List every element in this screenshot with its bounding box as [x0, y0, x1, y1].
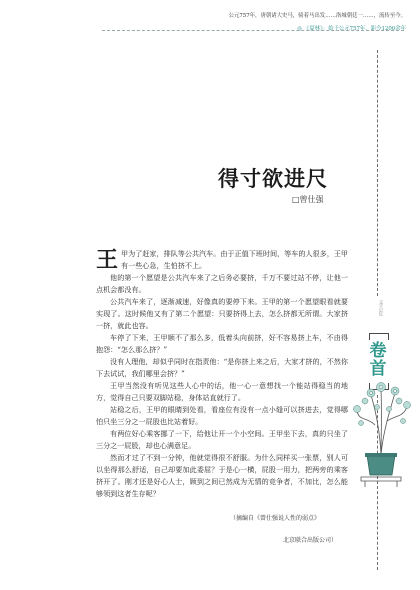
paragraph: 公共汽车来了，逐渐减速，好像真的要停下来。王甲的第一个愿望眼看就要实现了。这时候他又有了第二个愿望：只要挤得上去，怎么挤都无所谓。大家挤一挤，就此也容。	[96, 297, 348, 330]
source-citation: （摘编自《曾仕强说人性的弱点》	[230, 515, 321, 522]
potted-plant-illustration	[347, 355, 415, 490]
flower-pot-icon	[367, 455, 395, 475]
margin-vertical-text: 文字记忆	[379, 300, 384, 316]
dashed-line-top	[377, 50, 378, 296]
paragraph: 没有人理他，却似乎同时在指责他：“是你挤上来之后，大家才挤的，不然你下去试试，我们哪里会挤？”	[96, 357, 348, 378]
section-char-1: 卷	[369, 341, 387, 361]
paragraph: 站稳之后，王甲的眼睛到处看，看座位有没有一点小缝可以挤进去，觉得哪怕只坐三分之一屁股也比站着好。	[96, 405, 348, 426]
header-divider	[102, 30, 404, 32]
paragraph: 他的第一个愿望是公共汽车来了之后务必要挤，千万不要过站不停，让他一点机会都没有。	[96, 273, 348, 294]
plant-stem-icon	[371, 395, 381, 455]
paragraph: 有两位好心乘客挪了一下，给他让开一个小空间。王甲坐下去，真的只坐了三分之一屁股，却也心满意足。	[96, 429, 348, 450]
article-title: 得寸欲进尺	[218, 166, 328, 191]
header-note-line1: 公元757年，唐朝诸大史马，骑着马出发……洛城朝廷一……，流传至今。	[228, 13, 406, 19]
publisher-name: 北京联合出版公司）	[283, 537, 338, 544]
article-author: □曾仕强	[292, 195, 324, 204]
drop-cap: 王	[96, 247, 119, 273]
margin-strip	[369, 50, 387, 570]
bullet-icon: ◎	[297, 26, 304, 32]
article-body	[96, 248, 348, 500]
section-char-2: 首	[369, 359, 387, 379]
paragraph: 王甲当然没有听见这些人心中的话，他一心一意想找一个能站得稳当的地方，觉得自己只要双脚站稳，身体站直就行了。	[96, 381, 348, 402]
bracket-top	[369, 333, 389, 340]
paragraph: 然而才过了不到一分钟，他就觉得很不舒服。为什么同样买一张票，别人可以坐得那么舒适，自己却要加此委屈？于是心一横，屁股一用力，把两旁的乘客挤开了。刚才还是好心人士，顾到之间已然成为无情的竞争者，不加比，怎么能够领到这者生存呢？	[96, 453, 348, 498]
header-note-line2-text: 《夏林》：始于公元757年，距今1200余年	[303, 26, 406, 32]
paragraph: 王甲为了赶家，排队等公共汽车。由于正值下班时间，等车的人很多，王甲有一些心急，生怕挤不上。	[96, 247, 349, 273]
paragraph: 车停了下来，王甲顺不了那么多，低着头向前挤，好不容易挤上车，不由得抱怨：“怎么那么挤？”	[96, 333, 348, 354]
